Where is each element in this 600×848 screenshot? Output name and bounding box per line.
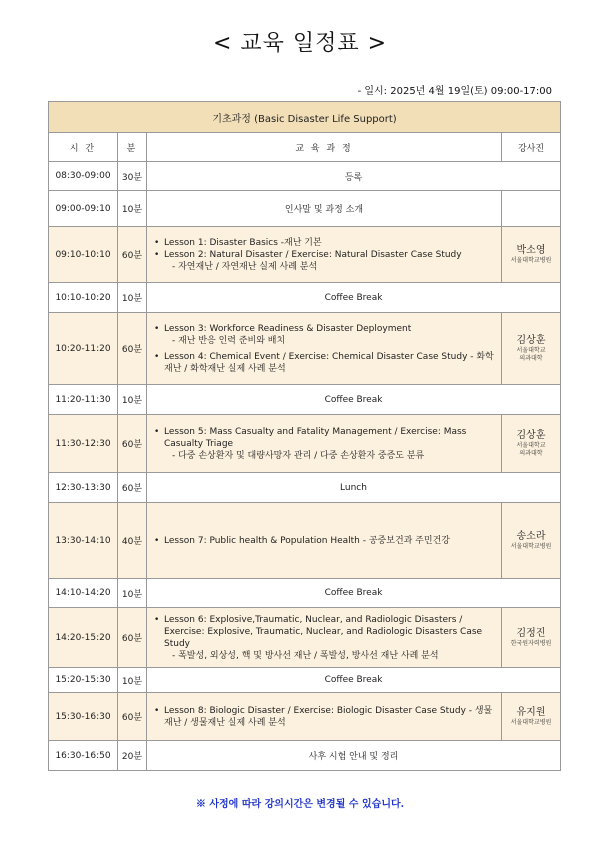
- table-row: [49, 693, 561, 741]
- speaker-affiliation: 서울대학교: [516, 347, 546, 354]
- table-row: [49, 503, 561, 579]
- row-speaker: [502, 313, 561, 385]
- row-minutes: 60분: [118, 415, 147, 473]
- row-minutes: 10분: [118, 668, 147, 693]
- lesson-item: • Lesson 4: Chemical Event / Exercise: Chemical Disaster Case Study - 화학 재난 / 화학재난 실제 사례 분석: [164, 351, 498, 375]
- row-time: 16:30-16:50: [49, 741, 118, 771]
- row-time: 11:30-12:30: [49, 415, 118, 473]
- row-content: [147, 415, 502, 473]
- speaker-affiliation: 서울대학교병원: [510, 257, 552, 264]
- row-time: 11:20-11:30: [49, 385, 118, 415]
- row-minutes: 60분: [118, 473, 147, 503]
- speaker-affiliation: 의과대학: [519, 355, 543, 362]
- row-speaker: [502, 227, 561, 283]
- row-minutes: 40분: [118, 503, 147, 579]
- row-time: 12:30-13:30: [49, 473, 118, 503]
- row-content: [147, 503, 502, 579]
- row-content: [147, 313, 502, 385]
- row-time: 10:10-10:20: [49, 283, 118, 313]
- col-header-speaker: 강사진: [502, 133, 561, 162]
- lesson-item: • Lesson 6: Explosive,Traumatic, Nuclear, and Radiologic Disasters / Exercise: Explosive, Traumatic, Nuclear, and Radiologic Disasters Case Study - 폭발성, 외상성, 핵 및 방사선 재난 / 폭발성, 방사선 재난 사례 분석: [164, 614, 498, 662]
- speaker-name: 박소영: [516, 245, 546, 256]
- row-time: 10:20-11:20: [49, 313, 118, 385]
- lesson-item: • Lesson 3: Workforce Readiness & Disaster Deployment - 재난 반응 인력 준비와 배치: [164, 323, 498, 347]
- row-content: Lunch: [147, 473, 561, 503]
- speaker-name: 유지원: [516, 707, 546, 718]
- table-row: [49, 741, 561, 771]
- lesson-item: • Lesson 2: Natural Disaster / Exercise: Natural Disaster Case Study - 자연재난 / 자연재난 실제 사례 분석: [164, 249, 498, 273]
- row-time: 08:30-09:00: [49, 162, 118, 191]
- row-content: Coffee Break: [147, 283, 561, 313]
- row-speaker: [502, 608, 561, 668]
- speaker-name: 김정진: [516, 628, 546, 639]
- date-line: - 일시: 2025년 4월 19일(토) 09:00-17:00: [357, 86, 552, 97]
- row-content: [147, 608, 502, 668]
- row-content: Coffee Break: [147, 668, 561, 693]
- table-row: [49, 162, 561, 191]
- table-row: [49, 473, 561, 503]
- speaker-affiliation: 서울대학교병원: [510, 719, 552, 726]
- row-time: 14:10-14:20: [49, 579, 118, 608]
- row-content: 사후 시험 안내 및 정리: [147, 741, 561, 771]
- row-minutes: 30분: [118, 162, 147, 191]
- row-content: Coffee Break: [147, 385, 561, 415]
- table-row: [49, 668, 561, 693]
- speaker-name: 김상훈: [516, 430, 546, 441]
- row-time: 13:30-14:10: [49, 503, 118, 579]
- row-minutes: 10분: [118, 283, 147, 313]
- row-minutes: 60분: [118, 313, 147, 385]
- row-content: 등록: [147, 162, 561, 191]
- row-content: 인사말 및 과정 소개: [147, 191, 502, 227]
- row-minutes: 10분: [118, 385, 147, 415]
- row-time: 15:30-16:30: [49, 693, 118, 741]
- row-minutes: 60분: [118, 227, 147, 283]
- lesson-item: • Lesson 7: Public health & Population Health - 공중보건과 주민건강: [164, 535, 498, 547]
- row-time: 15:20-15:30: [49, 668, 118, 693]
- row-time: 09:10-10:10: [49, 227, 118, 283]
- row-speaker: [502, 503, 561, 579]
- speaker-name: 송소라: [516, 531, 546, 542]
- row-minutes: 10분: [118, 579, 147, 608]
- row-content: [147, 693, 502, 741]
- row-speaker: [502, 415, 561, 473]
- table-row: [49, 283, 561, 313]
- speaker-affiliation: 서울대학교병원: [510, 543, 552, 550]
- col-header-minutes: 분: [118, 133, 147, 162]
- page-title: < 교육 일정표 >: [212, 31, 388, 56]
- speaker-affiliation: 의과대학: [519, 450, 543, 457]
- table-row: [49, 227, 561, 283]
- schedule-table: [48, 101, 561, 771]
- lesson-item: • Lesson 8: Biologic Disaster / Exercise: Biologic Disaster Case Study - 생물재난 / 생물재난 실제 사례 분석: [164, 705, 498, 729]
- row-content: [147, 227, 502, 283]
- table-row: [49, 191, 561, 227]
- table-row: [49, 385, 561, 415]
- row-time: 09:00-09:10: [49, 191, 118, 227]
- row-minutes: 10분: [118, 191, 147, 227]
- table-row: [49, 608, 561, 668]
- table-row: [49, 579, 561, 608]
- speaker-affiliation: 한국원자력병원: [510, 640, 552, 647]
- row-time: 14:20-15:20: [49, 608, 118, 668]
- speaker-name: 김상훈: [516, 335, 546, 346]
- row-minutes: 20분: [118, 741, 147, 771]
- row-minutes: 60분: [118, 608, 147, 668]
- column-header-row: [49, 133, 561, 162]
- table-row: [49, 313, 561, 385]
- col-header-content: 교 육 과 정: [147, 133, 502, 162]
- lesson-item: • Lesson 1: Disaster Basics -재난 기본: [164, 237, 498, 249]
- col-header-time: 시 간: [49, 133, 118, 162]
- row-speaker: [502, 693, 561, 741]
- row-content: Coffee Break: [147, 579, 561, 608]
- course-title: 기초과정 (Basic Disaster Life Support): [49, 102, 561, 133]
- speaker-affiliation: 서울대학교: [516, 442, 546, 449]
- lesson-item: • Lesson 5: Mass Casualty and Fatality Management / Exercise: Mass Casualty Triage - 다중 손상환자 및 대량사망자 관리 / 다중 손상환자 중증도 분류: [164, 426, 498, 462]
- table-row: [49, 415, 561, 473]
- schedule-change-notice: ※ 사정에 따라 강의시간은 변경될 수 있습니다.: [195, 799, 405, 810]
- row-speaker-empty: [502, 191, 561, 227]
- row-minutes: 60분: [118, 693, 147, 741]
